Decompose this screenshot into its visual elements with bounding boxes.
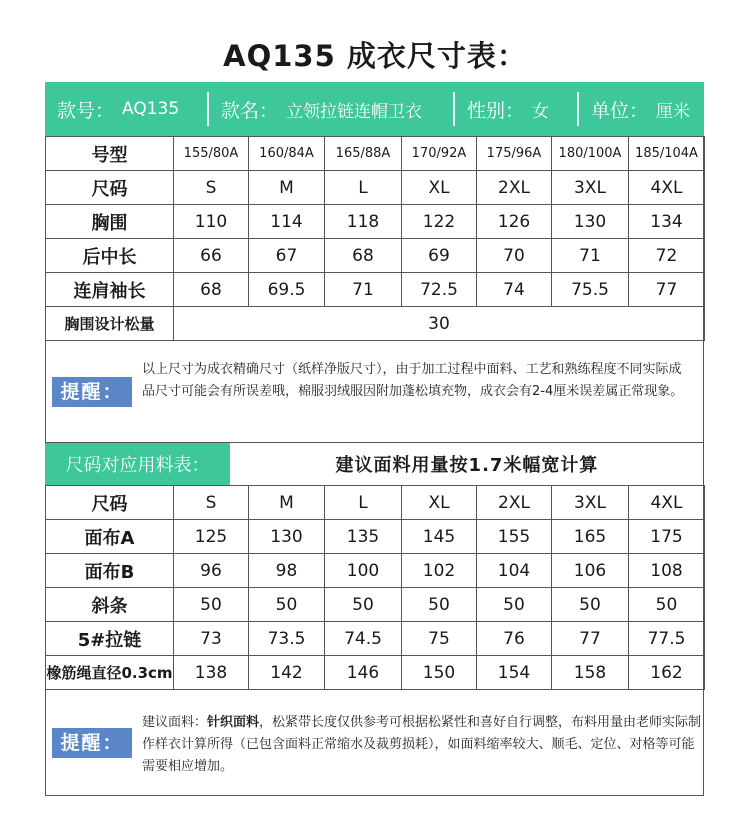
- table-cell: L: [325, 486, 402, 520]
- table-cell: 72.5: [402, 273, 477, 307]
- unit-cell: [579, 82, 702, 136]
- row-label: 胸围设计松量: [46, 307, 174, 341]
- table-row: [46, 588, 705, 622]
- table-row: [46, 622, 705, 656]
- style-number-label: 款号：: [57, 99, 115, 122]
- table-cell: 134: [629, 205, 705, 239]
- fabric-advice-body: ，松紧带长度仅供参考可根据松紧性和喜好自行调整，布料用量由老师实际制作样衣计算所得（已包含面料正常缩水及裁剪损耗），如面料缩率较大、顺毛、定位、对格等可能需要相应增加。: [142, 715, 702, 774]
- style-name-cell: [209, 82, 453, 136]
- table-cell: 180/100A: [552, 137, 629, 171]
- table-cell: 135: [325, 520, 402, 554]
- table-cell: XL: [402, 486, 477, 520]
- unit-value: 厘米: [656, 101, 691, 122]
- reminder-badge: 提醒：: [52, 377, 132, 407]
- table-cell: 125: [174, 520, 249, 554]
- table-cell: 74.5: [325, 622, 402, 656]
- fabric-advice-bold: 针织面料: [207, 715, 260, 730]
- table-cell: 68: [174, 273, 249, 307]
- table-cell: S: [174, 171, 249, 205]
- table-cell: 75: [402, 622, 477, 656]
- table-cell: 72: [629, 239, 705, 273]
- table-cell: 185/104A: [629, 137, 705, 171]
- table-cell: 138: [174, 656, 249, 690]
- note-reminder-1: [45, 339, 704, 443]
- gender-value: 女: [532, 101, 550, 122]
- table-cell: 76: [477, 622, 552, 656]
- table-cell: 66: [174, 239, 249, 273]
- table-cell: 50: [402, 588, 477, 622]
- table-cell: 158: [552, 656, 629, 690]
- table-cell: L: [325, 171, 402, 205]
- page-title: AQ135 成衣尺寸表：: [223, 39, 527, 73]
- reminder-text: 以上尺寸为成衣精确尺寸（纸样净版尺寸），由于加工过程中面料、工艺和熟练程度不同实际成品尺寸可能会有所误差哦，棉服羽绒服因附加蓬松填充物，成衣会有2-4厘米误差属正常现象。: [142, 362, 684, 399]
- table-row: [46, 656, 705, 690]
- table-cell: 100: [325, 554, 402, 588]
- table-cell: 114: [249, 205, 325, 239]
- table-cell: S: [174, 486, 249, 520]
- table-cell: 106: [552, 554, 629, 588]
- table-cell: 2XL: [477, 171, 552, 205]
- table-cell: 145: [402, 520, 477, 554]
- table-cell: 108: [629, 554, 705, 588]
- table-cell: 130: [249, 520, 325, 554]
- table-cell: 155/80A: [174, 137, 249, 171]
- table-row: [46, 520, 705, 554]
- fabric-section-title: 建议面料用量按1.7米幅宽计算: [335, 455, 599, 476]
- row-label: 连肩袖长: [46, 273, 174, 307]
- table-cell: 73: [174, 622, 249, 656]
- table-cell: 154: [477, 656, 552, 690]
- header-divider: [577, 92, 579, 126]
- table-cell: 4XL: [629, 171, 705, 205]
- table-cell: XL: [402, 171, 477, 205]
- table-cell: 170/92A: [402, 137, 477, 171]
- table-cell: 122: [402, 205, 477, 239]
- table-cell: 77.5: [629, 622, 705, 656]
- style-number-value: AQ135: [122, 99, 180, 119]
- header-divider: [453, 92, 455, 126]
- row-label: 尺码: [46, 486, 174, 520]
- table-cell: 68: [325, 239, 402, 273]
- fabric-table: [45, 485, 705, 690]
- note-reminder-2: [45, 686, 704, 796]
- table-cell: 69.5: [249, 273, 325, 307]
- table-row: [46, 205, 705, 239]
- table-cell: 50: [477, 588, 552, 622]
- table-cell: 70: [477, 239, 552, 273]
- table-cell: 165: [552, 520, 629, 554]
- gender-cell: [455, 82, 577, 136]
- table-row: [46, 171, 705, 205]
- table-row: [46, 307, 705, 341]
- table-cell: 130: [552, 205, 629, 239]
- table-row: [46, 554, 705, 588]
- row-label: 面布A: [46, 520, 174, 554]
- table-cell: M: [249, 171, 325, 205]
- table-cell: 160/84A: [249, 137, 325, 171]
- reminder-badge: 提醒：: [52, 728, 132, 758]
- table-row: [46, 239, 705, 273]
- table-cell: 98: [249, 554, 325, 588]
- fabric-advice-text: [142, 712, 702, 778]
- table-cell: 73.5: [249, 622, 325, 656]
- table-row: [46, 137, 705, 171]
- table-cell: 69: [402, 239, 477, 273]
- fabric-advice-prefix: 建议面料：: [142, 715, 208, 730]
- table-cell: 155: [477, 520, 552, 554]
- row-label: 面布B: [46, 554, 174, 588]
- row-label: 后中长: [46, 239, 174, 273]
- table-cell: 118: [325, 205, 402, 239]
- table-cell: 165/88A: [325, 137, 402, 171]
- size-table: [45, 136, 705, 341]
- table-cell: 77: [629, 273, 705, 307]
- table-cell: 110: [174, 205, 249, 239]
- table-cell: 142: [249, 656, 325, 690]
- table-cell: 67: [249, 239, 325, 273]
- table-cell: 3XL: [552, 171, 629, 205]
- table-cell: 50: [325, 588, 402, 622]
- table-cell: 77: [552, 622, 629, 656]
- table-cell: 50: [629, 588, 705, 622]
- table-cell: 126: [477, 205, 552, 239]
- table-cell: 3XL: [552, 486, 629, 520]
- table-cell: 4XL: [629, 486, 705, 520]
- fabric-section-label: 尺码对应用料表：: [45, 443, 230, 485]
- table-cell: 104: [477, 554, 552, 588]
- row-label: 尺码: [46, 171, 174, 205]
- table-cell: 150: [402, 656, 477, 690]
- table-cell: 50: [174, 588, 249, 622]
- table-row: [46, 273, 705, 307]
- table-cell: 71: [552, 239, 629, 273]
- table-cell: 96: [174, 554, 249, 588]
- ease-value: 30: [174, 307, 705, 341]
- style-name-label: 款名：: [221, 99, 279, 122]
- table-cell: 102: [402, 554, 477, 588]
- row-label: 橡筋绳直径0.3cm: [46, 656, 174, 690]
- row-label: 5#拉链: [46, 622, 174, 656]
- table-cell: 74: [477, 273, 552, 307]
- header-divider: [207, 92, 209, 126]
- unit-label: 单位：: [591, 99, 649, 122]
- row-label: 斜条: [46, 588, 174, 622]
- table-cell: 2XL: [477, 486, 552, 520]
- style-number-cell: [45, 82, 207, 136]
- table-cell: 175/96A: [477, 137, 552, 171]
- table-cell: 175: [629, 520, 705, 554]
- table-cell: 162: [629, 656, 705, 690]
- info-header: [45, 82, 704, 136]
- table-cell: 50: [249, 588, 325, 622]
- table-cell: 71: [325, 273, 402, 307]
- table-cell: M: [249, 486, 325, 520]
- table-cell: 75.5: [552, 273, 629, 307]
- style-name-value: 立领拉链连帽卫衣: [286, 101, 423, 122]
- gender-label: 性别：: [467, 99, 525, 122]
- row-label: 胸围: [46, 205, 174, 239]
- table-row: [46, 486, 705, 520]
- table-cell: 146: [325, 656, 402, 690]
- table-cell: 50: [552, 588, 629, 622]
- row-label: 号型: [46, 137, 174, 171]
